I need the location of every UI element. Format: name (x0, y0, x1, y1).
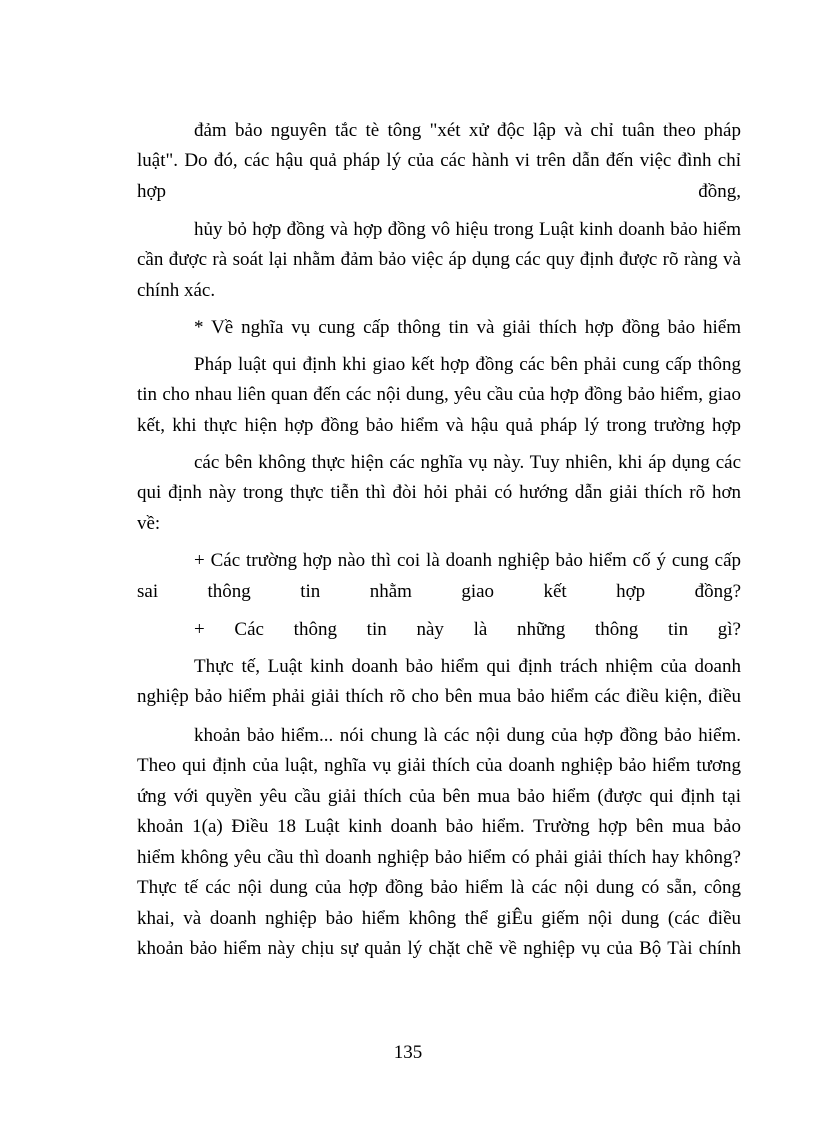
text-line: tin cho nhau liên quan đến các nội dung, yêu cầu của hợp đồng bảo hiểm, giao (137, 384, 741, 405)
text-line: Thực tế, Luật kinh doanh bảo hiểm qui định trách nhiệm của doanh (194, 656, 741, 677)
list-item: + Các trường hợp nào thì coi là doanh nghiệp bảo hiểm cố ý cung cấp (194, 550, 741, 571)
text-line: Theo qui định của luật, nghĩa vụ giải thích của doanh nghiệp bảo hiểm tương (137, 755, 741, 776)
text-line: sai thông tin nhằm giao kết hợp đồng? (137, 581, 741, 602)
text-line: hợp đồng, (137, 181, 741, 202)
text-line: ứng với quyền yêu cầu giải thích của bên mua bảo hiểm (được qui định tại (137, 786, 741, 807)
text-line: về: (137, 513, 161, 534)
text-line: Pháp luật qui định khi giao kết hợp đồng các bên phải cung cấp thông (194, 354, 741, 375)
text-line: hiểm không yêu cầu thì doanh nghiệp bảo hiểm có phải giải thích hay không? (137, 847, 741, 868)
text-line: khoản 1(a) Điều 18 Luật kinh doanh bảo hiểm. Trường hợp bên mua bảo (137, 816, 741, 837)
text-line: luật". Do đó, các hậu quả pháp lý của các hành vi trên dẫn đến việc đình chỉ (137, 150, 741, 171)
text-line: các bên không thực hiện các nghĩa vụ này. Tuy nhiên, khi áp dụng các (194, 452, 741, 473)
text-line: hủy bỏ hợp đồng và hợp đồng vô hiệu trong Luật kinh doanh bảo hiểm (194, 219, 741, 240)
text-line: qui định này trong thực tiễn thì đòi hỏi phải có hướng dẫn giải thích rõ hơn (137, 482, 741, 503)
section-heading: * Về nghĩa vụ cung cấp thông tin và giải thích hợp đồng bảo hiểm (194, 317, 741, 338)
text-line: kết, khi thực hiện hợp đồng bảo hiểm và hậu quả pháp lý trong trường hợp (137, 415, 741, 436)
text-line: nghiệp bảo hiểm phải giải thích rõ cho bên mua bảo hiểm các điều kiện, điều (137, 686, 741, 707)
text-line: khoản bảo hiểm này chịu sự quản lý chặt chẽ về nghiệp vụ của Bộ Tài chính (137, 938, 741, 959)
page-number: 135 (393, 1042, 423, 1063)
list-item: + Các thông tin này là những thông tin gì? (194, 619, 741, 640)
text-line: Thực tế các nội dung của hợp đồng bảo hiểm là các nội dung có sẵn, công (137, 877, 741, 898)
text-line: chính xác. (137, 280, 216, 301)
text-line: khai, và doanh nghiệp bảo hiểm không thể giÊu giếm nội dung (các điều (137, 908, 741, 929)
text-line: khoản bảo hiểm... nói chung là các nội dung của hợp đồng bảo hiểm. (194, 725, 741, 746)
text-line: cần được rà soát lại nhằm đảm bảo việc áp dụng các quy định được rõ ràng và (137, 249, 741, 270)
text-line: đảm bảo nguyên tắc tè tông "xét xử độc lập và chỉ tuân theo pháp (194, 120, 741, 141)
